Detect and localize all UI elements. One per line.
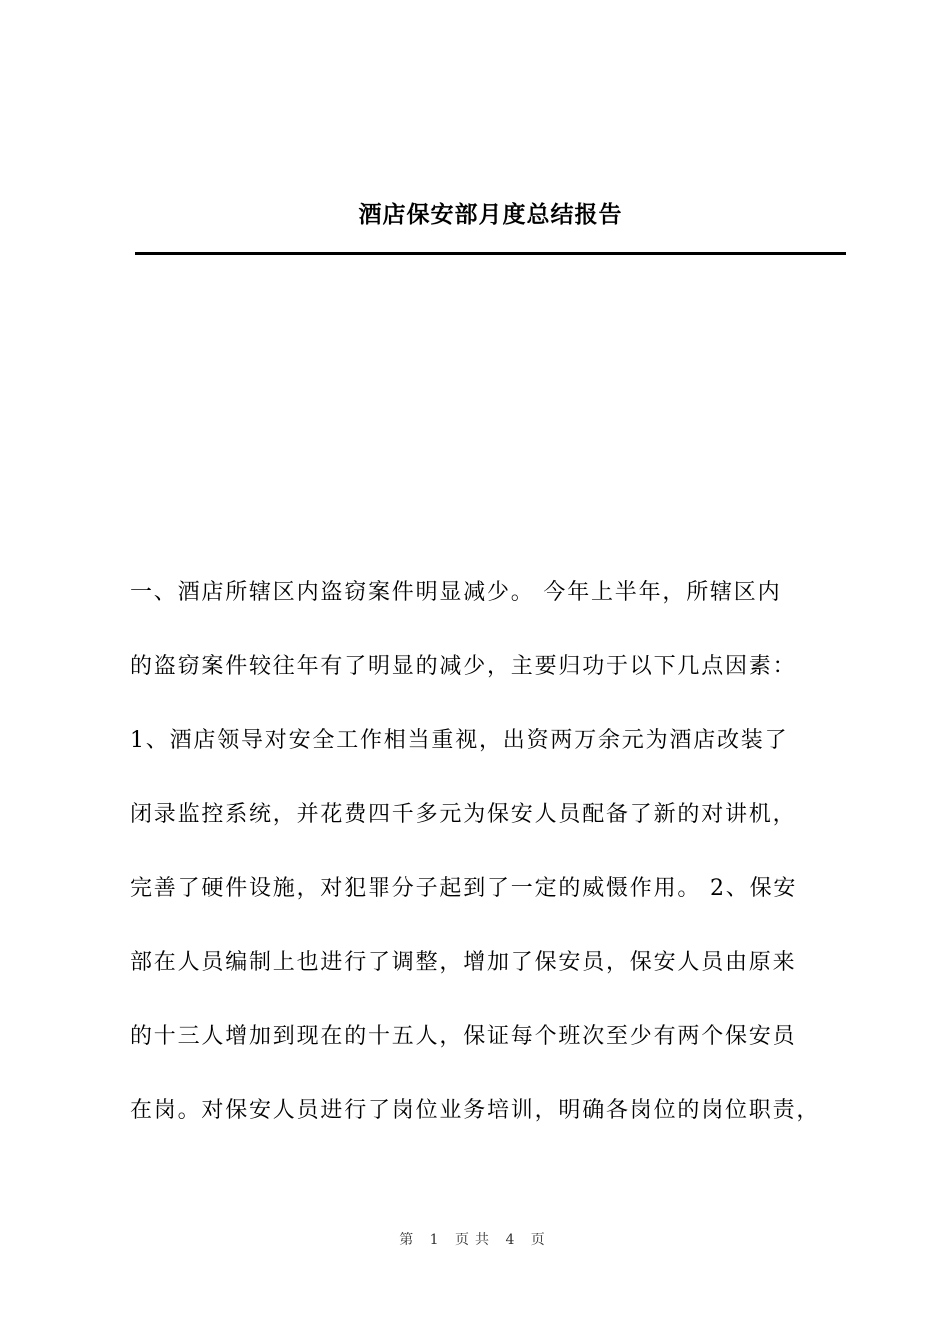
body-line: 闭录监控系统，并花费四千多元为保安人员配备了新的对讲机， — [130, 802, 797, 827]
body-line: 1、酒店领导对安全工作相当重视，出资两万余元为酒店改装了 — [130, 728, 789, 753]
title-rule — [135, 252, 846, 255]
page-footer: 第 1 页共 4 页 — [399, 1232, 551, 1248]
body-line: 一、酒店所辖区内盗窃案件明显减少。 今年上半年，所辖区内 — [130, 580, 782, 605]
body-line: 的十三人增加到现在的十五人，保证每个班次至少有两个保安员 — [130, 1024, 797, 1049]
body-line: 在岗。对保安人员进行了岗位业务培训，明确各岗位的岗位职责， — [130, 1098, 821, 1123]
page-title: 酒店保安部月度总结报告 — [358, 201, 623, 228]
body-line: 的盗窃案件较往年有了明显的减少，主要归功于以下几点因素： — [130, 654, 797, 679]
body-line: 部在人员编制上也进行了调整，增加了保安员，保安人员由原来 — [130, 950, 797, 975]
body-line: 完善了硬件设施，对犯罪分子起到了一定的威慑作用。 2、保安 — [130, 876, 798, 901]
